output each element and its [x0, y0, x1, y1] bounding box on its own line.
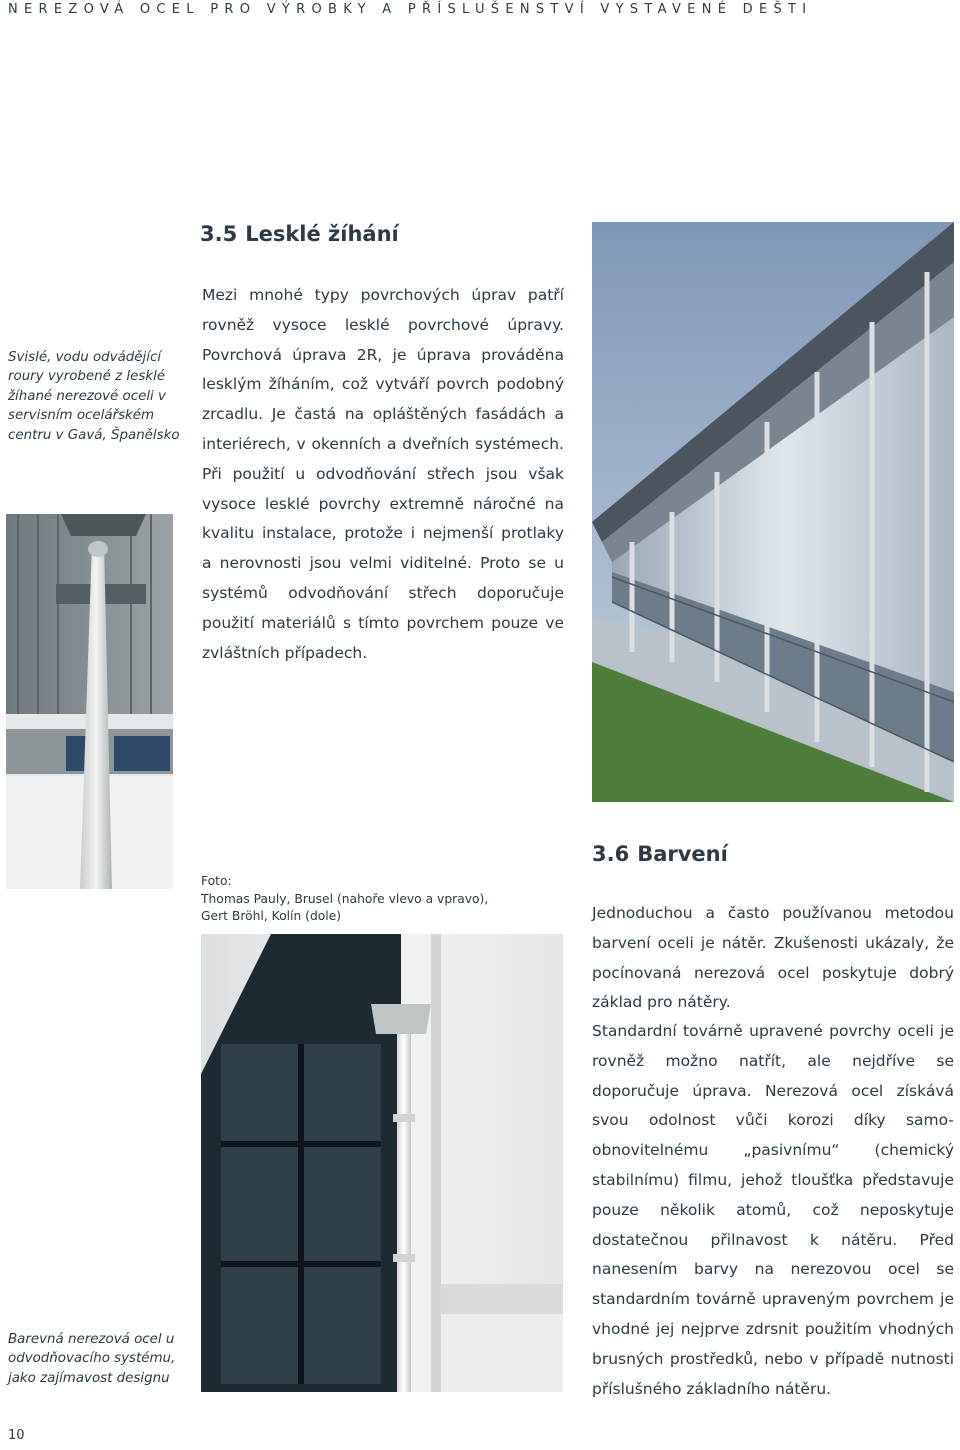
section-number: 3.6	[592, 842, 630, 866]
section-heading-3-5	[200, 222, 399, 246]
section-title: Lesklé žíhání	[245, 222, 399, 246]
photo-facade-right	[592, 222, 954, 802]
photo-downpipe-left	[6, 514, 173, 889]
section-title: Barvení	[637, 842, 728, 866]
caption-top: Svislé, vodu odvádějící roury vyrobené z lesklé žíhané nerezové oceli v servisním ocelářském centru v Gavá, Španělsko	[8, 350, 180, 443]
photo-credit-label: Foto:	[201, 874, 232, 888]
section-paragraph-3-6-b: Standardní továrně upravené povrchy oceli je rovněž možno natřít, ale nejdříve se doporučuje úprava. Nerezová ocel získává svou odolnost vůči korozi díky samo-obnovitelnému „pasivnímu“ (chemický stabilnímu) filmu, jehož tloušťka představuje pouze několik atomů, což neposkytuje dostatečnou přilnavost k nátěru. Před nanesením barvy na nerezovou ocel se standardním továrně upraveným povrchem je vhodné jej nejprve zdrsnit použitím vhodných brusných prostředků, nebo v případě nutnosti příslušného základního nátěru.	[592, 1022, 954, 1398]
photo-credit	[201, 873, 531, 926]
section-paragraph-3-6-a: Jednoduchou a často používanou metodou barvení oceli je nátěr. Zkušenosti ukázaly, že pocínovaná nerezová ocel poskytuje dobrý základ pro nátěry.	[592, 904, 954, 1012]
caption-bottom: Barevná nerezová ocel u odvodňovacího systému, jako zajímavost designu	[8, 1332, 176, 1386]
page-number: 10	[8, 1428, 25, 1443]
section-number: 3.5	[200, 222, 238, 246]
photo-credit-line-2: Gert Bröhl, Kolín (dole)	[201, 909, 342, 923]
running-header: NEREZOVÁ OCEL PRO VÝROBKY A PŘÍSLUŠENSTVÍ VYSTAVENÉ DEŠTI	[8, 2, 813, 17]
section-paragraph-3-5: Mezi mnohé typy povrchových úprav patří rovněž vysoce lesklé povrchové úpravy. Povrchová úprava 2R, je úprava prováděna lesklým žíháním, což vytváří povrch podobný zrcadlu. Je častá na opláštěných fasádách a interiérech, v okenních a dveřních systémech. Při použití u odvodňování střech jsou však vysoce lesklé povrchy extremně náročné na kvalitu instalace, protože i nejmenší protlaky a nerovnosti jsou velmi viditelné. Proto se u systémů odvodňování střech doporučuje použití materiálů s tímto povrchem pouze ve zvláštních případech.	[202, 286, 564, 662]
photo-credit-line-1: Thomas Pauly, Brusel (nahoře vlevo a vpravo),	[201, 891, 489, 906]
photo-window-downpipe	[201, 934, 563, 1392]
section-heading-3-6	[592, 842, 728, 866]
